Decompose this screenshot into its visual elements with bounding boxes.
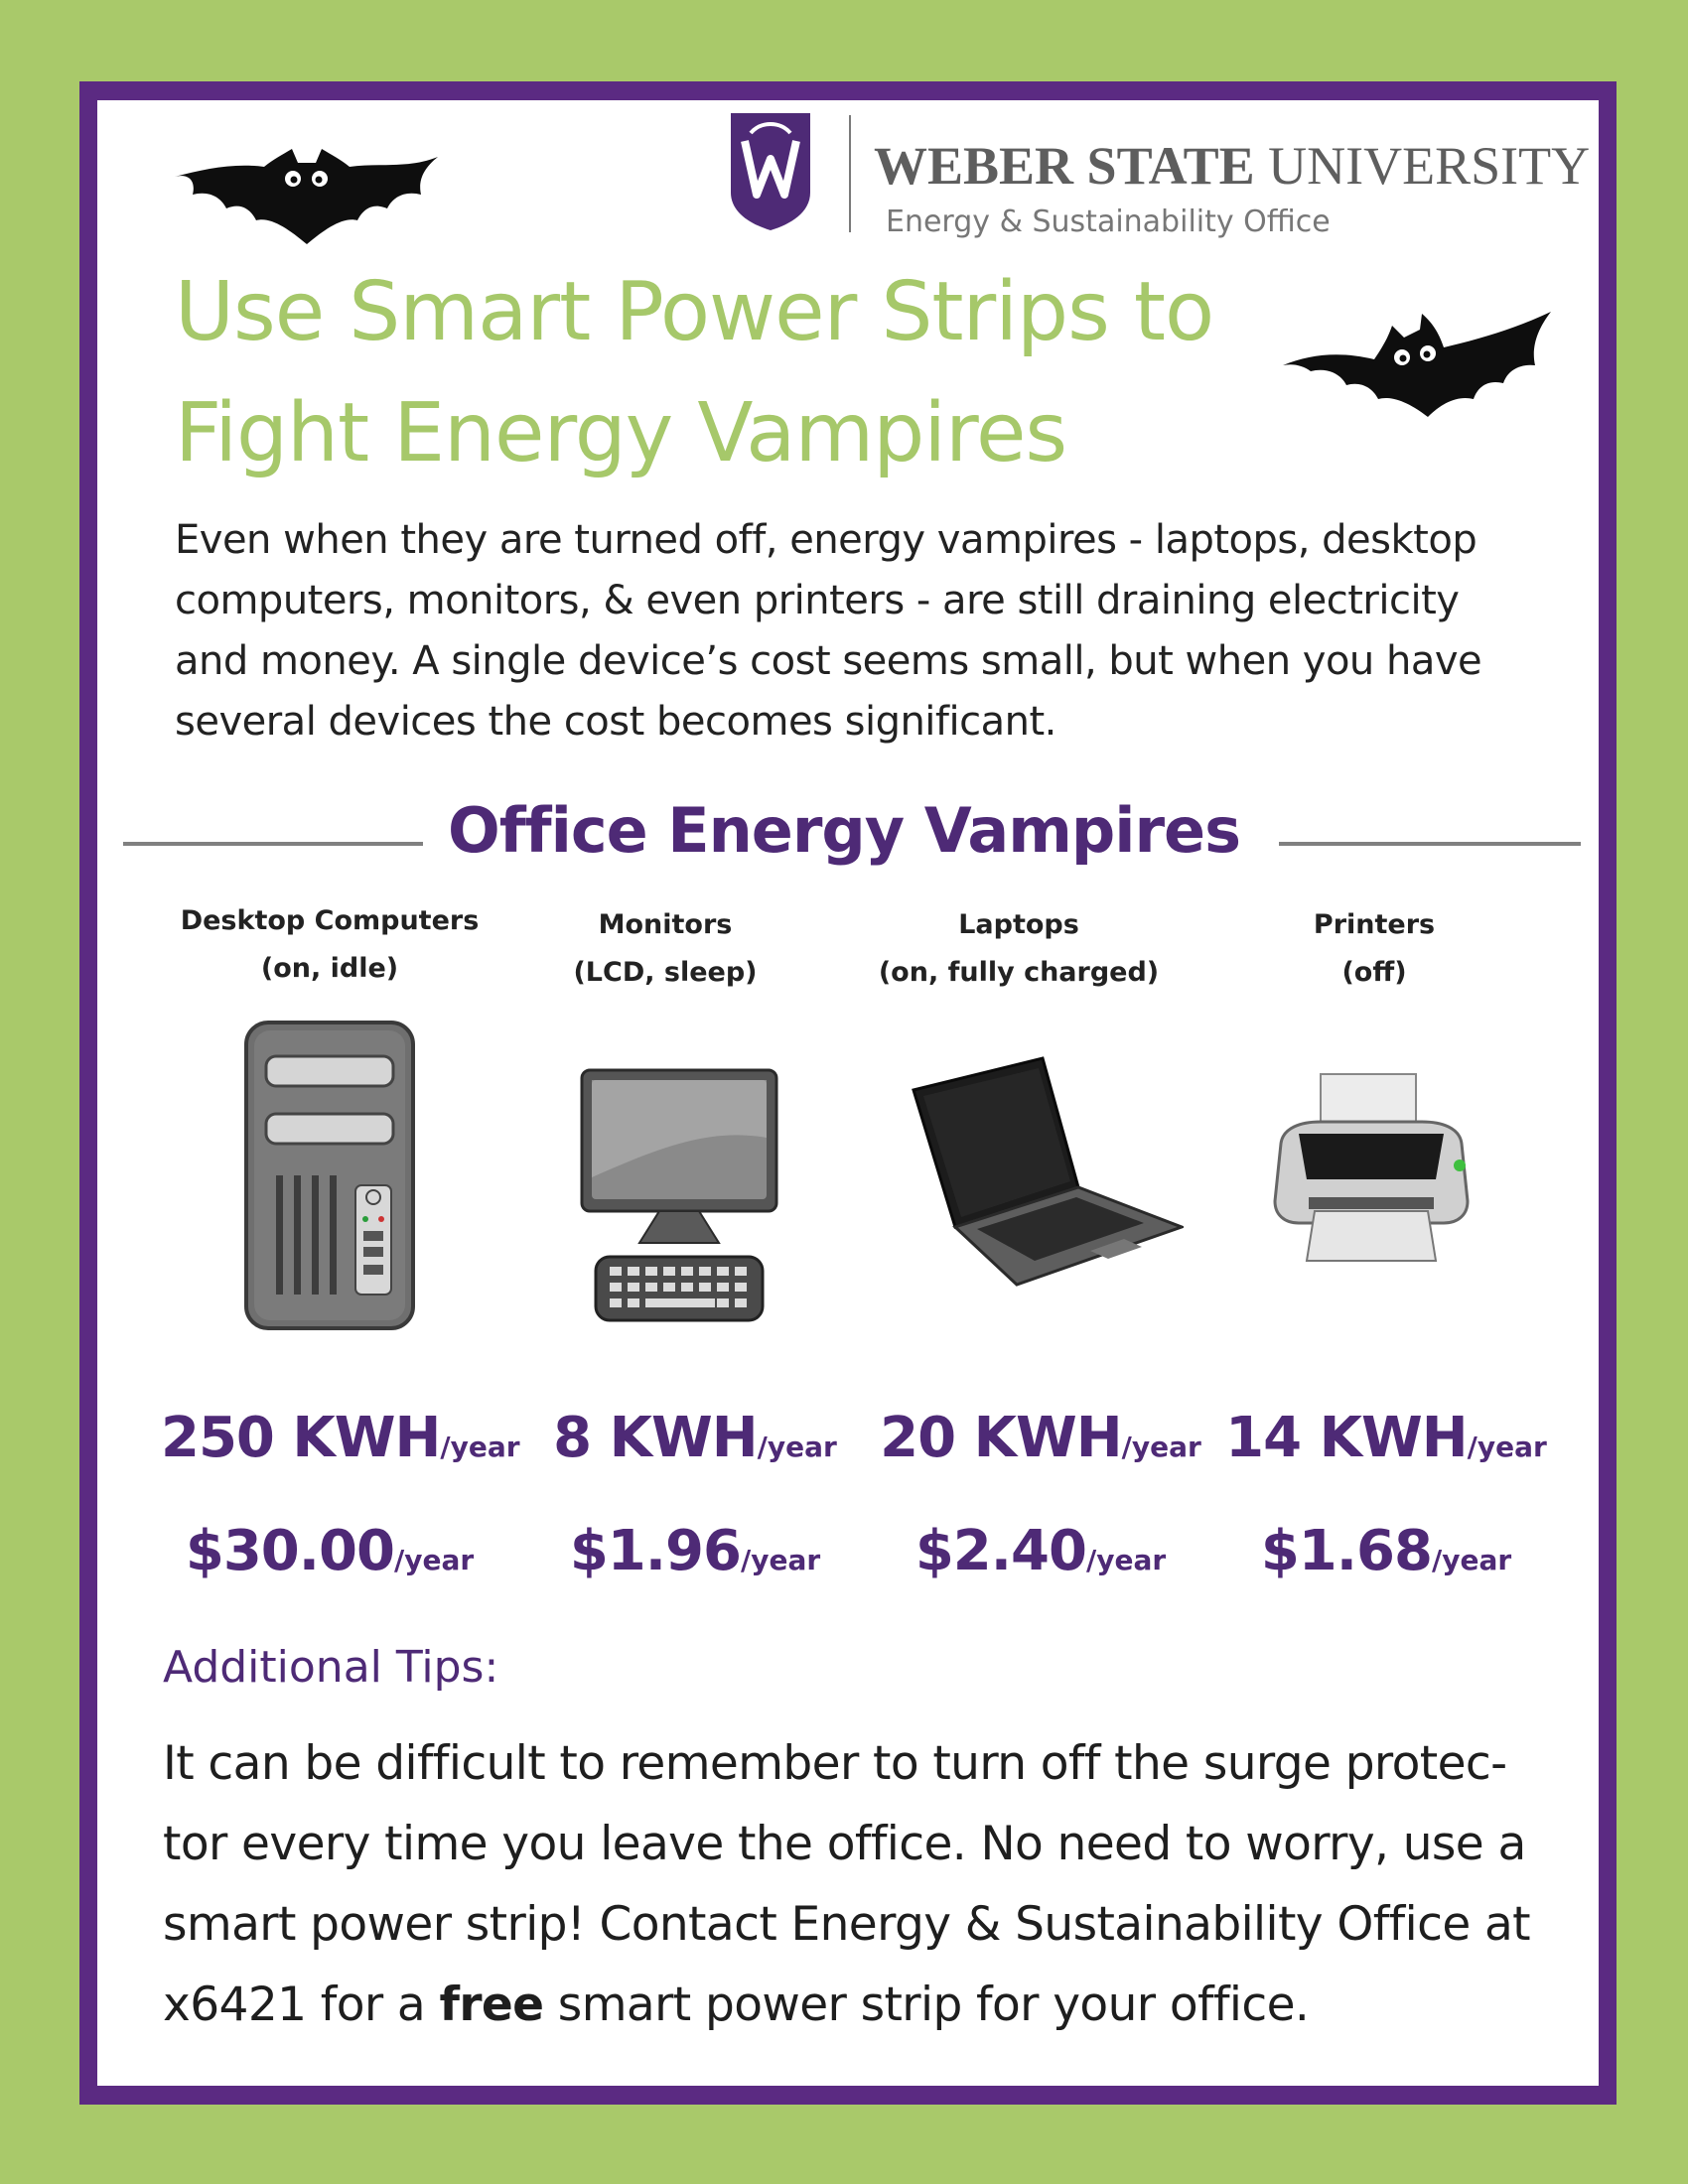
device-kwh: 250 KWH/year: [161, 1406, 520, 1470]
device-label-printer: [1205, 901, 1543, 997]
printer-icon: [1261, 1072, 1481, 1267]
logo-divider: [849, 115, 851, 232]
section-rule-left: [123, 842, 423, 846]
laptop-icon: [912, 1056, 1184, 1287]
tips-line: smart power strip! Contact Energy & Sustainability Office at: [163, 1897, 1531, 1952]
device-cost: $1.68/year: [1260, 1519, 1512, 1583]
device-name: Desktop Computers: [180, 905, 480, 936]
intro-line: several devices the cost becomes significant.: [175, 699, 1056, 745]
title-line: Fight Energy Vampires: [175, 386, 1067, 480]
device-label-monitor: [496, 901, 834, 997]
university-name: WEBER STATE UNIVERSITY: [874, 136, 1591, 196]
device-kwh: 20 KWH/year: [880, 1406, 1201, 1470]
title-line: Use Smart Power Strips to: [175, 265, 1214, 359]
device-name: Laptops: [958, 909, 1079, 940]
device-label-desktop: [161, 897, 498, 993]
bat-icon: [1283, 308, 1551, 417]
intro-paragraph: [175, 510, 1535, 752]
desktop-tower-icon: [244, 1021, 415, 1330]
university-shield-icon: [731, 113, 810, 230]
device-note: (LCD, sleep): [573, 957, 758, 988]
intro-line: Even when they are turned off, energy vampires - laptops, desktop: [175, 517, 1477, 563]
page-title: [175, 252, 1317, 494]
tips-line: x6421 for a free smart power strip for your office.: [163, 1978, 1310, 2032]
device-note: (off): [1341, 957, 1407, 988]
device-note: (on, fully charged): [878, 957, 1160, 988]
section-rule-right: [1279, 842, 1581, 846]
section-title: Office Energy Vampires: [448, 794, 1240, 867]
device-cost: $2.40/year: [914, 1519, 1167, 1583]
office-name: Energy & Sustainability Office: [886, 205, 1331, 239]
tips-line: tor every time you leave the office. No need to worry, use a: [163, 1817, 1526, 1871]
device-kwh: 8 KWH/year: [553, 1406, 837, 1470]
device-kwh: 14 KWH/year: [1225, 1406, 1547, 1470]
monitor-keyboard-icon: [580, 1068, 778, 1324]
device-label-laptop: [850, 901, 1188, 997]
tips-line: It can be difficult to remember to turn off the surge protec-: [163, 1736, 1507, 1791]
tips-heading: Additional Tips:: [163, 1642, 499, 1693]
device-cost: $30.00/year: [185, 1519, 475, 1583]
device-name: Printers: [1313, 909, 1436, 940]
device-note: (on, idle): [260, 953, 399, 984]
free-emphasis: free: [439, 1978, 544, 2032]
intro-line: and money. A single device’s cost seems small, but when you have: [175, 638, 1482, 684]
device-cost: $1.96/year: [569, 1519, 821, 1583]
intro-line: computers, monitors, & even printers - are still draining electricity: [175, 578, 1460, 623]
tips-paragraph: [163, 1723, 1533, 2045]
device-name: Monitors: [598, 909, 733, 940]
bat-icon: [175, 137, 438, 244]
